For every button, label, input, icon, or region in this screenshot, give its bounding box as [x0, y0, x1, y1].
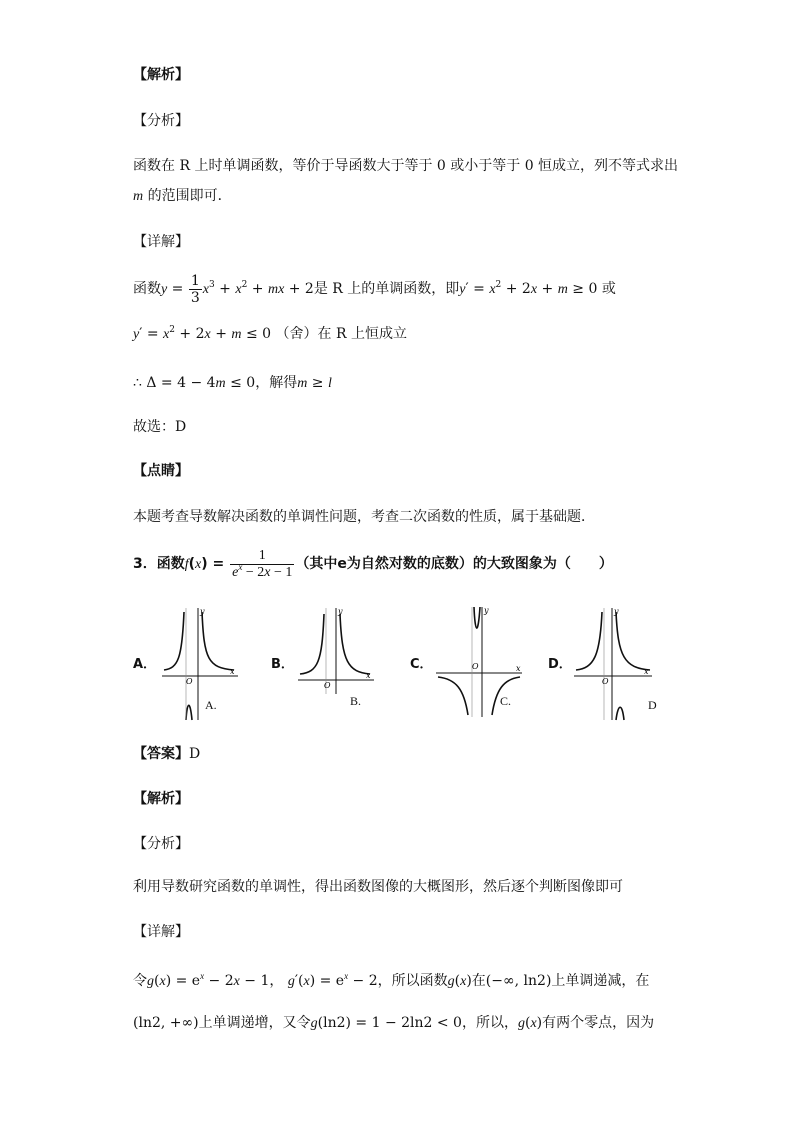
- analysis-text-2: 利用导数研究函数的单调性，得出函数图像的大概图形，然后逐个判断图像即可: [133, 879, 623, 895]
- svg-text:O: O: [186, 677, 193, 686]
- svg-text:y: y: [200, 607, 205, 616]
- svg-text:O: O: [472, 662, 479, 671]
- option-a-graph: [160, 604, 240, 722]
- svg-text:x: x: [644, 667, 649, 676]
- answer-line: 【答案】D: [133, 746, 201, 762]
- section-heading-fenxi-2: 【分析】: [133, 836, 189, 852]
- svg-text:O: O: [602, 677, 609, 686]
- option-a-label: A．: [133, 657, 157, 672]
- section-heading-dianjing: 【点睛】: [133, 463, 189, 479]
- option-b-caption: B.: [350, 694, 362, 708]
- detail-formula-line-2: $y' = x^2 + 2x + m \le 0$ （舍）在 R 上恒成立: [133, 325, 407, 342]
- option-d-graph: [572, 604, 654, 722]
- option-b-label: B．: [271, 657, 294, 672]
- svg-text:y: y: [338, 607, 343, 616]
- comment-text: 本题考查导数解决函数的单调性问题，考查二次函数的性质，属于基础题．: [133, 509, 595, 525]
- option-c-label: C．: [410, 657, 433, 672]
- svg-text:O: O: [324, 681, 331, 690]
- detail-line-g-1: 令$g(x) = e^x - 2x - 1$， $g'(x) = e^x - 2$，所以函数g(x)在(−∞, ln2)上单调递减，在: [133, 971, 650, 989]
- svg-text:x: x: [516, 664, 521, 673]
- detail-formula-line-1: 函数y = $\frac{1}{3}$ $x^3 + x^2$ + mx + 2是 R 上的单调函数，即$y' = x^2 + 2x + m \ge 0$ 或: [133, 272, 616, 306]
- option-a-caption: A.: [205, 698, 217, 712]
- option-d-label: D．: [548, 657, 572, 672]
- option-c-caption: C.: [500, 694, 512, 708]
- section-heading-jiexi-2: 【解析】: [133, 791, 189, 807]
- svg-text:y: y: [614, 607, 619, 616]
- section-heading-xiangjie-2: 【详解】: [133, 924, 189, 940]
- question-3-stem: 3．函数f(x) = $\frac{1}{e^x - 2x - 1}$ （其中e为自然对数的底数）的大致图象为（ ）: [133, 547, 613, 580]
- detail-line-g-2: (ln2, +∞)上单调递增，又令g(ln2) = 1 − 2ln2 < 0，所以，g(x)有两个零点，因为: [133, 1015, 655, 1031]
- svg-text:x: x: [230, 667, 235, 676]
- analysis-text-line-2: m 的范围即可．: [133, 188, 232, 204]
- section-heading-xiangjie-1: 【详解】: [133, 234, 189, 250]
- detail-formula-line-3: ∴ Δ = 4 − 4m ≤ 0，解得m ≥ l: [133, 375, 332, 391]
- option-b-graph: [296, 604, 376, 696]
- analysis-text-line-1: 函数在 R 上时单调函数，等价于导函数大于等于 0 或小于等于 0 恒成立，列不等式求出: [133, 158, 679, 174]
- svg-text:x: x: [366, 671, 371, 680]
- section-heading-jiexi-1: 【解析】: [133, 67, 189, 83]
- option-d-caption: D: [648, 698, 657, 712]
- answer-choice-line: 故选：D: [133, 419, 187, 435]
- section-heading-fenxi-1: 【分析】: [133, 113, 189, 129]
- svg-text:y: y: [484, 606, 489, 615]
